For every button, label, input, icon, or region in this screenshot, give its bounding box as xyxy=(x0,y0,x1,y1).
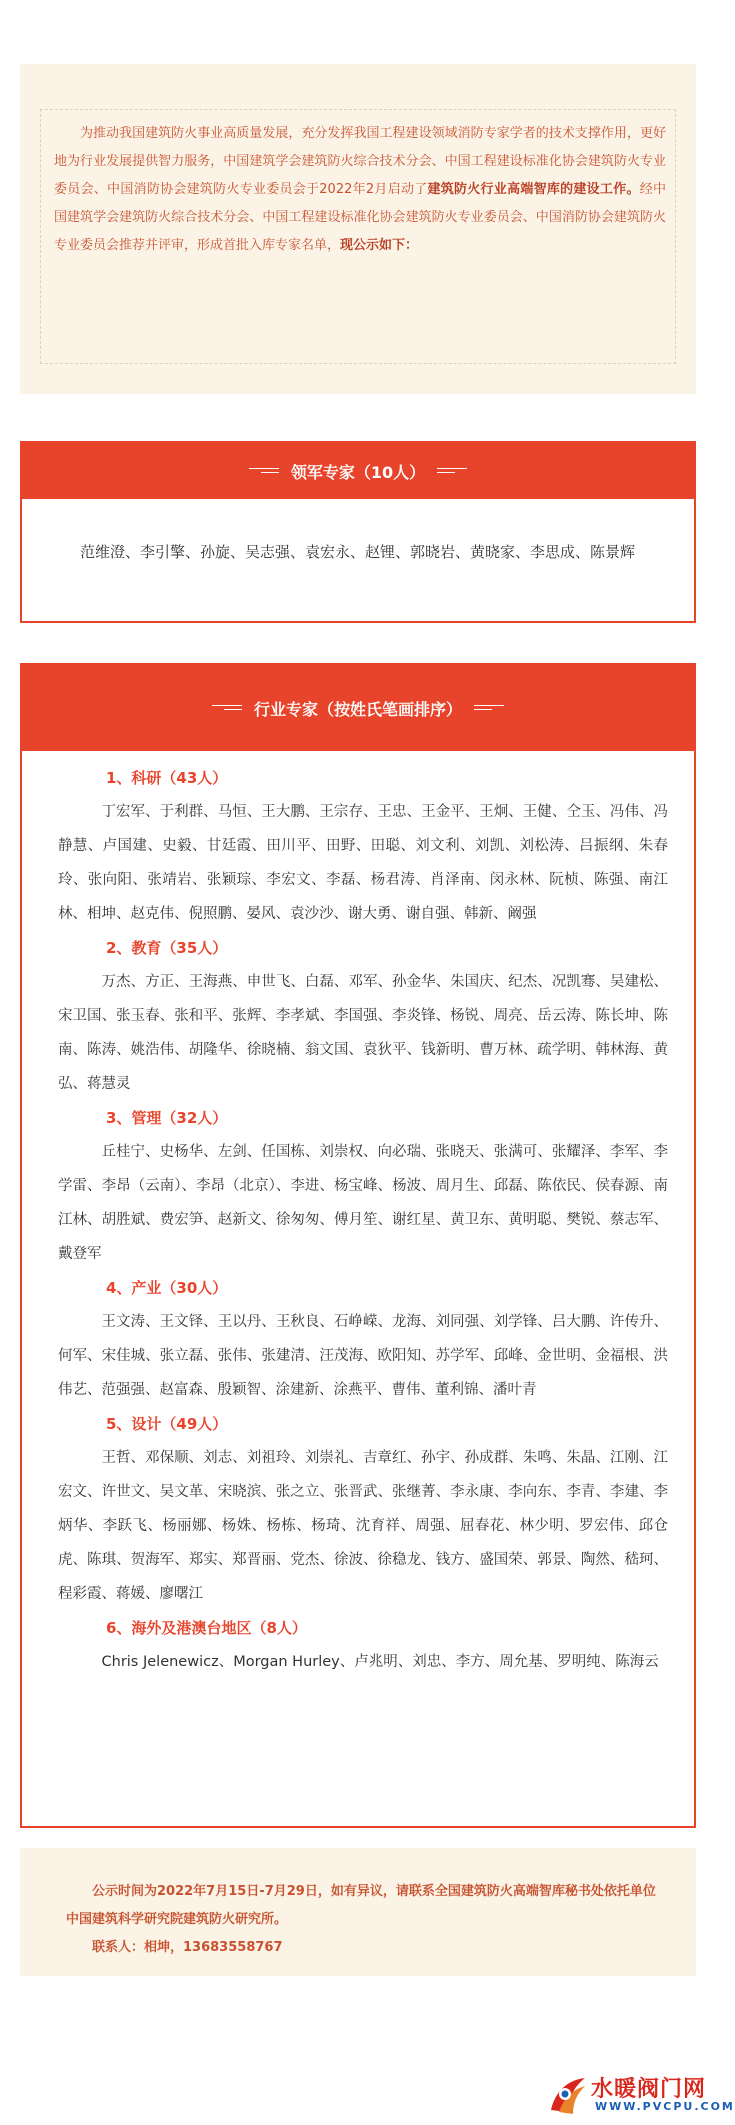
category-title-research: 1、科研（43人） xyxy=(106,769,228,787)
leading-experts-section xyxy=(20,441,696,623)
footer-text xyxy=(66,1878,668,1962)
leading-experts-header xyxy=(22,443,694,499)
watermark-logo-icon xyxy=(545,2072,591,2118)
leading-experts-title: 领军专家（10人） xyxy=(290,462,426,482)
industry-experts-body xyxy=(22,751,694,1679)
category-title-management: 3、管理（32人） xyxy=(106,1109,228,1127)
intro-text xyxy=(54,120,666,260)
footer-notice: 公示时间为2022年7月15日-7月29日，如有异议，请联系全国建筑防火高端智库秘书处依托单位中国建筑科学研究院建筑防火研究所。 xyxy=(66,1884,656,1927)
industry-experts-section xyxy=(20,663,696,1828)
intro-bold-1: 建筑防火行业高端智库的建设工作。 xyxy=(427,182,640,197)
intro-paragraph-1: 为推动我国建筑防火事业高质量发展，充分发挥我国工程建设领域消防专家学者的技术支撑作用，更好地为行业发展提供智力服务，中国建筑学会建筑防火综合技术分会、中国工程建设标准化协会建筑防火专业委员会、中国消防协会建筑防火专业委员会于2022年2月启动了 xyxy=(54,126,666,197)
intro-paragraph-2: 经中国建筑学会建筑防火综合技术分会、中国工程建设标准化协会建筑防火专业委员会、中国消防协会建筑防火专业委员会推荐并评审，形成首批入库专家名单， xyxy=(54,182,666,253)
header-deco-right xyxy=(437,467,467,475)
footer-contact: 联系人：相坤，13683558767 xyxy=(92,1940,283,1955)
site-watermark xyxy=(545,2068,735,2120)
leading-experts-names: 范维澄、李引擎、孙旋、吴志强、袁宏永、赵锂、郭晓岩、黄晓家、李思成、陈景辉 xyxy=(80,543,636,561)
header-deco-left xyxy=(212,704,242,712)
category-names-research: 丁宏军、于利群、马恒、王大鹏、王宗存、王忠、王金平、王炯、王健、仝玉、冯伟、冯静慧、卢国建、史毅、甘廷霞、田川平、田野、田聪、刘文利、刘凯、刘松涛、吕振纲、朱春玲、张向阳、张靖岩、张颖琮、李宏文、李磊、杨君涛、肖泽南、闵永林、阮桢、陈强、南江林、相坤、赵克伟、倪照鹏、晏风、袁沙沙、谢大勇、谢自强、韩新、阚强 xyxy=(58,804,668,922)
industry-experts-title: 行业专家（按姓氏笔画排序） xyxy=(253,699,462,719)
category-names-design: 王哲、邓保顺、刘志、刘祖玲、刘崇礼、吉章红、孙宇、孙成群、朱鸣、朱晶、江刚、江宏文、许世文、吴文革、宋晓滨、张之立、张晋武、张继菁、李永康、李向东、李青、李建、李炳华、李跃飞、杨丽娜、杨姝、杨栋、杨琦、沈育祥、周强、屈春花、林少明、罗宏伟、邱仓虎、陈琪、贺海军、郑实、郑晋丽、党杰、徐波、徐稳龙、钱方、盛国荣、郭景、陶然、嵇珂、程彩霞、蒋媛、廖曙江 xyxy=(58,1450,668,1602)
category-names-management: 丘桂宁、史杨华、左剑、任国栋、刘崇权、向必瑞、张晓天、张满可、张耀泽、李军、李学雷、李昂（云南）、李昂（北京）、李进、杨宝峰、杨波、周月生、邱磊、陈依民、侯春源、南江林、胡胜斌、费宏笋、赵新文、徐匆匆、傅月笙、谢红星、黄卫东、黄明聪、樊锐、蔡志军、戴登军 xyxy=(58,1144,668,1262)
category-title-overseas: 6、海外及港澳台地区（8人） xyxy=(106,1619,307,1637)
watermark-cn: 水暖阀门网 xyxy=(591,2077,707,2102)
industry-experts-header xyxy=(22,665,694,751)
intro-bold-2: 现公示如下： xyxy=(340,238,419,253)
footer-notice-panel xyxy=(20,1848,696,1976)
header-deco-left xyxy=(249,467,279,475)
category-names-education: 万杰、方正、王海燕、申世飞、白磊、邓军、孙金华、朱国庆、纪杰、况凯骞、吴建松、宋卫国、张玉春、张和平、张辉、李孝斌、李国强、李炎锋、杨锐、周亮、岳云涛、陈长坤、陈南、陈涛、姚浩伟、胡隆华、徐晓楠、翁文国、袁狄平、钱新明、曹万林、疏学明、韩林海、黄弘、蒋慧灵 xyxy=(58,974,668,1092)
category-title-education: 2、教育（35人） xyxy=(106,939,228,957)
category-names-industry: 王文涛、王文铎、王以丹、王秋良、石峥嵘、龙海、刘同强、刘学锋、吕大鹏、许传升、何军、宋佳城、张立磊、张伟、张建清、汪茂海、欧阳知、苏学军、邱峰、金世明、金福根、洪伟艺、范强强、赵富森、殷颖智、涂建新、涂燕平、曹伟、董利锦、潘叶青 xyxy=(58,1314,668,1398)
category-names-overseas: Chris Jelenewicz、Morgan Hurley、卢兆明、刘忠、李方、周允基、罗明纯、陈海云 xyxy=(101,1654,659,1670)
header-deco-right xyxy=(474,704,504,712)
watermark-en: WWW.PVCPU.COM xyxy=(595,2100,735,2113)
intro-panel xyxy=(20,64,696,394)
category-title-design: 5、设计（49人） xyxy=(106,1415,228,1433)
category-title-industry: 4、产业（30人） xyxy=(106,1279,228,1297)
